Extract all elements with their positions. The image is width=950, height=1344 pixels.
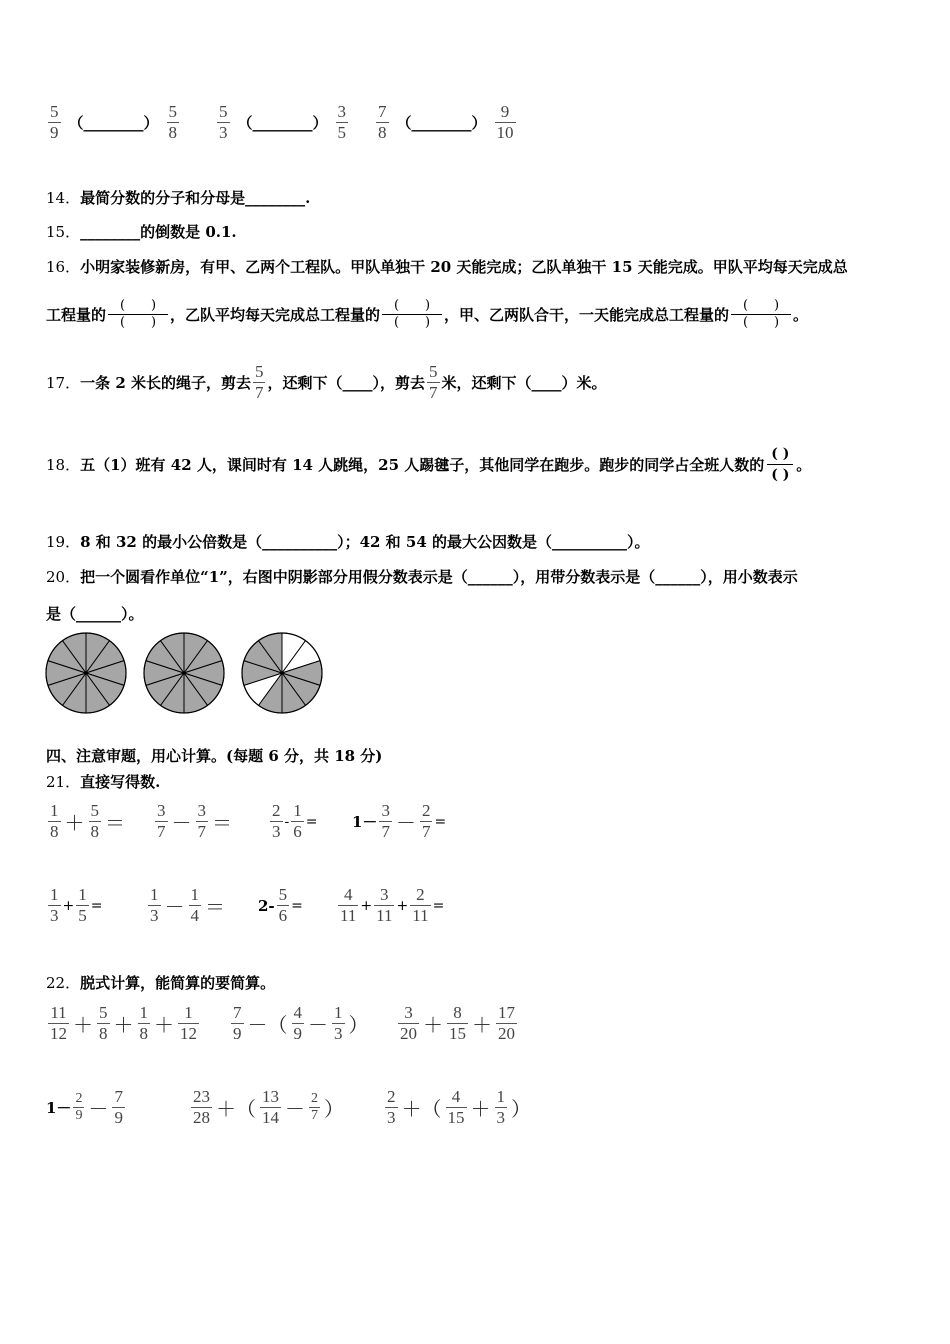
denominator: 7	[311, 1108, 318, 1123]
numerator: 1	[139, 1003, 148, 1022]
operator: =	[434, 813, 447, 830]
fraction	[277, 885, 290, 926]
q13-frac-b2: $\frac{3}{5}$	[337, 102, 347, 142]
expression	[46, 1087, 127, 1128]
question-text: 8 和 32 的最小公倍数是（__________）；42 和 54 的最大公因数是（__________）。	[80, 533, 650, 551]
expression	[229, 1003, 371, 1044]
denominator: 3	[272, 822, 281, 841]
denominator: 3	[50, 906, 59, 925]
question-text: 最简分数的分子和分母是________.	[80, 189, 311, 207]
numerator: 1	[496, 1087, 505, 1106]
numerator: 8	[453, 1003, 462, 1022]
fraction	[231, 1003, 244, 1044]
denominator: 12	[50, 1024, 67, 1043]
fraction	[374, 885, 394, 926]
denominator: 9	[293, 1024, 302, 1043]
operator: ＋	[470, 1097, 491, 1121]
expression	[396, 1003, 519, 1044]
denominator: 9	[233, 1024, 242, 1043]
fraction	[420, 801, 433, 842]
numerator: 7	[114, 1087, 123, 1106]
numerator: 3	[197, 801, 206, 820]
denominator: 7	[157, 822, 166, 841]
operator: －（	[247, 1013, 288, 1037]
operator: =	[305, 813, 318, 830]
fraction	[385, 1087, 398, 1128]
denominator: 7	[421, 822, 431, 841]
question-text: 一条 2 米长的绳子，剪去	[80, 374, 251, 392]
question-text: ________的倒数是 0.1.	[80, 223, 237, 241]
answer-fraction-blank[interactable]: ( ) ( )	[731, 298, 791, 331]
q13-blank-1[interactable]: （________）	[68, 114, 159, 132]
operator: ）	[348, 1013, 369, 1037]
denominator: 20	[400, 1024, 417, 1043]
question-17	[46, 362, 607, 403]
numerator: 7	[233, 1003, 242, 1022]
denominator: 28	[193, 1108, 210, 1127]
denominator: 3	[334, 1024, 343, 1043]
fraction	[89, 801, 102, 842]
fraction	[138, 1003, 151, 1044]
expression	[189, 1087, 346, 1128]
question-number: 17．	[46, 374, 81, 392]
fraction	[155, 801, 168, 842]
fraction: $\frac{5}{7}$	[254, 362, 264, 402]
numerator: 1	[293, 801, 302, 820]
numerator: 2	[75, 1091, 83, 1106]
fraction-circles-figure	[44, 632, 324, 716]
denominator: 14	[262, 1108, 279, 1127]
fraction	[309, 1091, 320, 1124]
question-15	[46, 221, 237, 242]
numerator: 1	[78, 885, 87, 904]
fraction	[178, 1003, 199, 1044]
operator: ＝	[212, 811, 232, 835]
denominator: 11	[340, 906, 357, 925]
q13-blank-3[interactable]: （________）	[396, 114, 487, 132]
numerator: 2	[387, 1087, 396, 1106]
question-20-line1	[46, 566, 798, 587]
question-text: 米，还剩下（____）米。	[441, 374, 607, 392]
denominator: 15	[449, 1024, 466, 1043]
numerator: 5	[99, 1003, 108, 1022]
operator: －	[395, 811, 416, 835]
operator: ＋（	[401, 1097, 442, 1121]
denominator: 9	[75, 1108, 83, 1123]
fraction	[292, 1003, 305, 1044]
question-text: 脱式计算，能简算的要简算。	[80, 974, 276, 992]
q13-frac-b1: $\frac{5}{8}$	[168, 102, 178, 142]
answer-fraction-blank[interactable]: ( ) ( )	[767, 444, 793, 485]
fraction	[97, 1003, 110, 1044]
operator: －	[308, 1013, 328, 1037]
question-text: 工程量的	[46, 306, 107, 324]
numerator: 3	[157, 801, 166, 820]
numerator: 3	[404, 1003, 413, 1022]
expression-prefix: 1－	[352, 813, 378, 831]
operator: ＝	[105, 811, 125, 835]
question-number: 18．	[46, 456, 81, 474]
operator: ＋（	[216, 1097, 256, 1121]
operator: －	[88, 1097, 109, 1121]
numerator: 5	[278, 885, 288, 904]
numerator: 1	[150, 885, 159, 904]
numerator: 2	[421, 801, 431, 820]
fraction	[496, 1003, 517, 1044]
question-20-line2	[46, 603, 144, 624]
fraction	[73, 1091, 84, 1124]
operator: ＋	[73, 1013, 93, 1037]
question-text: 。	[796, 456, 812, 474]
question-text: ，还剩下（____），剪去	[267, 374, 425, 392]
operator: -	[284, 813, 290, 830]
circle-2	[144, 633, 224, 713]
section-4-title: 四、注意审题，用心计算。(每题 6 分，共 18 分)	[46, 747, 383, 765]
question-18	[46, 444, 811, 485]
question-text: 直接写得数.	[80, 773, 161, 791]
answer-fraction-blank[interactable]: ( ) ( )	[382, 298, 442, 331]
numerator: 2	[311, 1091, 318, 1106]
denominator: 3	[496, 1108, 505, 1127]
denominator: 6	[293, 822, 302, 841]
operator: －	[171, 811, 192, 835]
denominator: 15	[447, 1108, 465, 1127]
fraction	[191, 1087, 212, 1128]
denominator: 9	[114, 1108, 123, 1127]
numerator: 3	[381, 801, 390, 820]
operator: ）	[511, 1097, 531, 1121]
fraction	[48, 801, 61, 842]
denominator: 3	[150, 906, 159, 925]
question-14	[46, 187, 310, 208]
denominator: 8	[50, 822, 59, 841]
numerator: 4	[343, 885, 353, 904]
numerator: 1	[50, 801, 59, 820]
operator: +	[360, 897, 373, 914]
fraction	[148, 885, 161, 926]
operator: ＝	[205, 895, 225, 919]
expression	[268, 801, 317, 842]
numerator: 5	[90, 801, 99, 820]
numerator: 11	[50, 1003, 67, 1022]
operator: ＋	[64, 811, 85, 835]
question-text: ，甲、乙两队合干，一天能完成总工程量的	[444, 306, 730, 324]
question-number: 22．	[46, 974, 81, 992]
operator: +	[396, 897, 409, 914]
circle-3	[242, 633, 322, 713]
fraction	[379, 801, 392, 842]
denominator: 8	[139, 1024, 148, 1043]
numerator: 23	[193, 1087, 210, 1106]
question-16-line2	[46, 298, 808, 331]
question-number: 19．	[46, 533, 81, 551]
denominator: 7	[197, 822, 206, 841]
numerator: 1	[184, 1003, 193, 1022]
q13-row	[46, 102, 518, 143]
fraction	[446, 1087, 467, 1128]
denominator: 8	[99, 1024, 108, 1043]
numerator: 4	[451, 1087, 461, 1106]
fraction	[410, 885, 430, 926]
numerator: 1	[334, 1003, 343, 1022]
question-22-title	[46, 972, 275, 993]
expression-prefix: 1－	[46, 1099, 72, 1117]
answer-fraction-blank[interactable]: ( ) ( )	[108, 298, 168, 331]
denominator: 6	[278, 906, 288, 925]
operator: ＋	[113, 1013, 134, 1037]
fraction	[260, 1087, 281, 1128]
question-16-line1	[46, 256, 848, 277]
operator: =	[432, 897, 445, 914]
fraction	[332, 1003, 345, 1044]
fraction	[447, 1003, 468, 1044]
fraction	[76, 885, 89, 926]
expression	[383, 1087, 533, 1128]
denominator: 7	[381, 822, 390, 841]
question-number: 15．	[46, 223, 81, 241]
fraction	[48, 1003, 69, 1044]
fraction	[189, 885, 202, 926]
operator: ＋	[154, 1013, 174, 1037]
expression	[153, 801, 234, 842]
numerator: 1	[190, 885, 199, 904]
numerator: 3	[380, 885, 389, 904]
fraction	[196, 801, 209, 842]
operator: ）	[324, 1097, 344, 1121]
operator: =	[291, 897, 303, 914]
operator: +	[62, 897, 75, 914]
question-text: 。	[793, 306, 809, 324]
question-number: 21．	[46, 773, 81, 791]
question-21-title	[46, 771, 160, 792]
denominator: 12	[180, 1024, 197, 1043]
denominator: 5	[78, 906, 87, 925]
question-text: ，乙队平均每天完成总工程量的	[170, 306, 381, 324]
expression	[46, 1003, 201, 1044]
fraction	[270, 801, 283, 842]
expression	[352, 801, 446, 842]
operator: ＋	[423, 1013, 443, 1037]
fraction	[291, 801, 304, 842]
numerator: 1	[50, 885, 59, 904]
expression-prefix: 2-	[258, 896, 275, 915]
question-number: 20．	[46, 568, 81, 586]
fraction	[338, 885, 358, 926]
expression	[46, 801, 127, 842]
numerator: 13	[262, 1087, 279, 1106]
numerator: 2	[416, 885, 425, 904]
q13-frac-a1: $\frac{5}{9}$	[50, 102, 59, 142]
question-number: 16．	[46, 258, 81, 276]
question-text: 小明家装修新房，有甲、乙两个工程队。甲队单独干 20 天能完成；乙队单独干 15 天能完成。甲队平均每天完成总	[80, 258, 848, 276]
numerator: 17	[498, 1003, 515, 1022]
expression	[258, 885, 303, 926]
expression	[46, 885, 102, 926]
fraction: $\frac{5}{7}$	[429, 362, 438, 402]
fraction	[495, 1087, 508, 1128]
denominator: 11	[412, 906, 429, 925]
question-number: 14．	[46, 189, 81, 207]
question-text: 把一个圆看作单位“1”，右图中阴影部分用假分数表示是（______），用带分数表示是（______），用小数表示	[80, 568, 798, 586]
circle-1	[46, 633, 126, 713]
operator: －	[285, 1097, 305, 1121]
operator: －	[164, 895, 185, 919]
fraction	[398, 1003, 419, 1044]
fraction	[48, 885, 61, 926]
operator: ＋	[472, 1013, 492, 1037]
question-text: 五（1）班有 42 人，课间时有 14 人跳绳，25 人踢毽子，其他同学在跑步。跑步的同学占全班人数的	[80, 456, 765, 474]
question-19	[46, 531, 650, 552]
denominator: 4	[190, 906, 199, 925]
operator: =	[90, 897, 103, 914]
fraction	[112, 1087, 125, 1128]
denominator: 8	[90, 822, 99, 841]
denominator: 20	[498, 1024, 515, 1043]
q13-frac-a3: $\frac{7}{8}$	[378, 102, 387, 142]
q13-frac-b3: $\frac{9}{10}$	[496, 102, 514, 142]
numerator: 4	[293, 1003, 302, 1022]
question-text: 是（______）。	[46, 605, 144, 623]
expression	[336, 885, 444, 926]
denominator: 11	[376, 906, 393, 925]
expression	[146, 885, 227, 926]
numerator: 2	[272, 801, 281, 820]
q13-frac-a2: $\frac{5}{3}$	[219, 102, 228, 142]
denominator: 3	[387, 1108, 396, 1127]
q13-blank-2[interactable]: （________）	[237, 114, 328, 132]
